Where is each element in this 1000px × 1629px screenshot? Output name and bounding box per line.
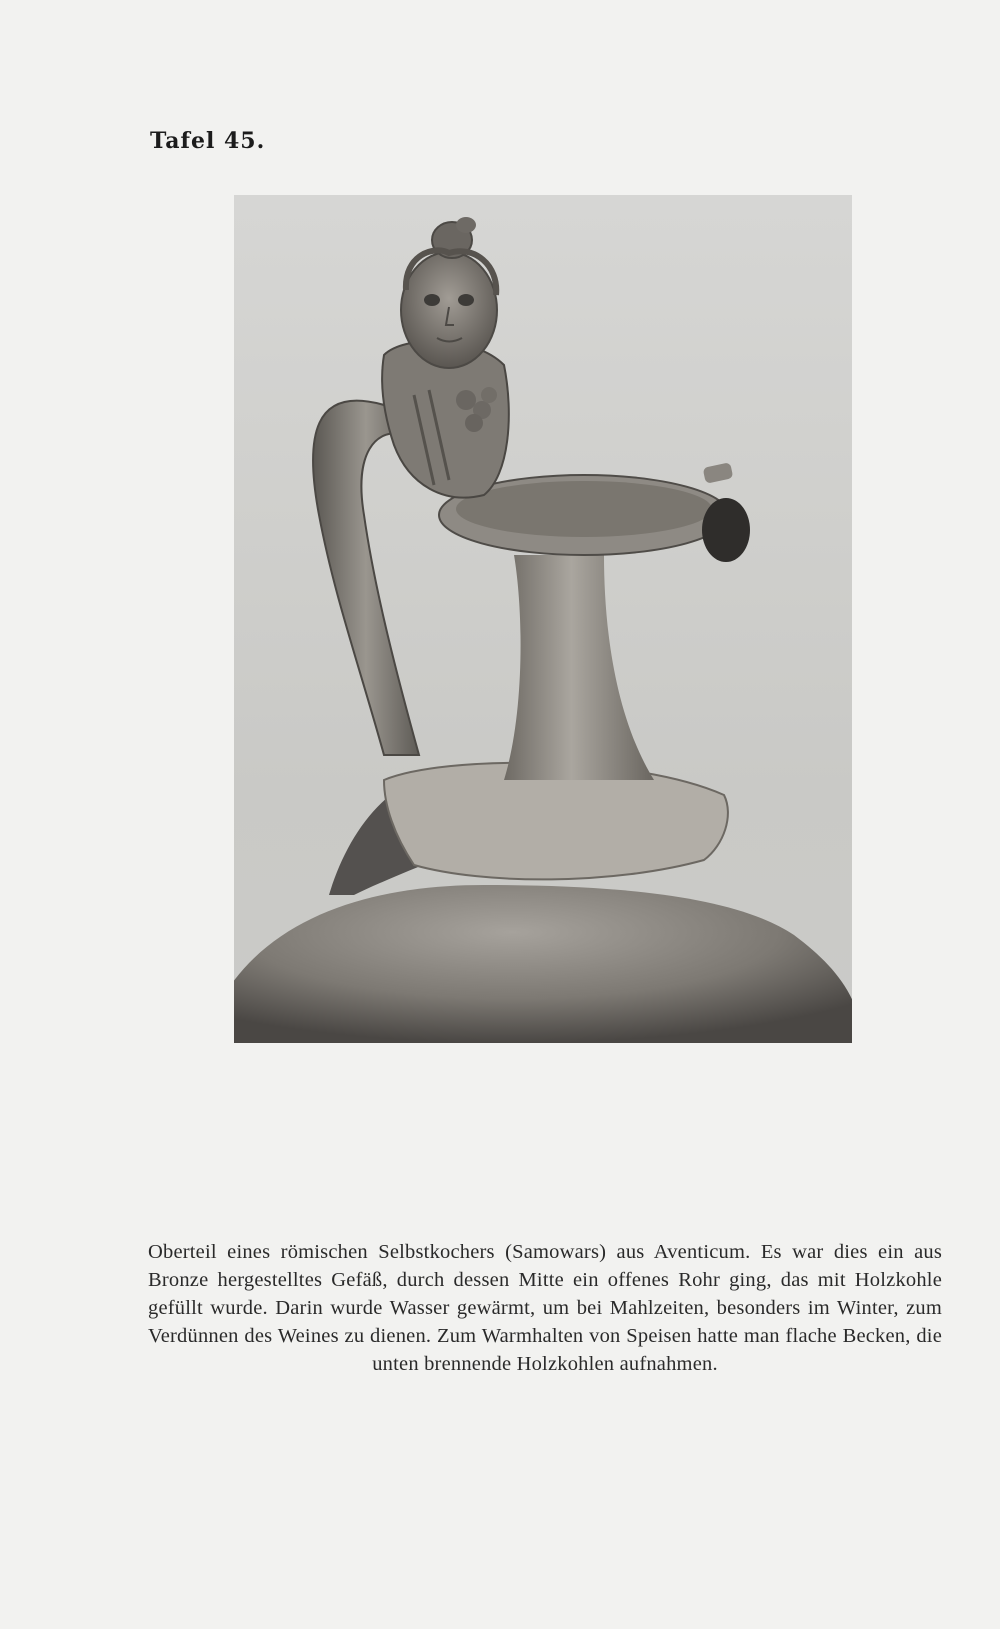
vessel-shoulder (384, 763, 728, 880)
vessel-spout (702, 498, 750, 562)
vessel-body (234, 885, 852, 1043)
photograph (234, 195, 852, 1043)
vessel-illustration (234, 195, 852, 1043)
plate-label: Tafel 45. (150, 128, 266, 154)
vessel-neck (504, 555, 654, 780)
caption-text: Oberteil eines römischen Selbstkochers (Samowars) aus Aventicum. Es war dies ein aus Bronze hergestelltes Gefäß, durch dessen Mitte ein offenes Rohr ging, das mit Holzkohle gefüllt wurde. Darin wurde Wasser gewärmt, um bei Mahlzeiten, besonders im Winter, zum Verdünnen des Weines zu dienen. Zum Warmhalten von Speisen hatte man flache Becken, die unten brennende Holzkohlen aufnahmen. (148, 1241, 942, 1375)
